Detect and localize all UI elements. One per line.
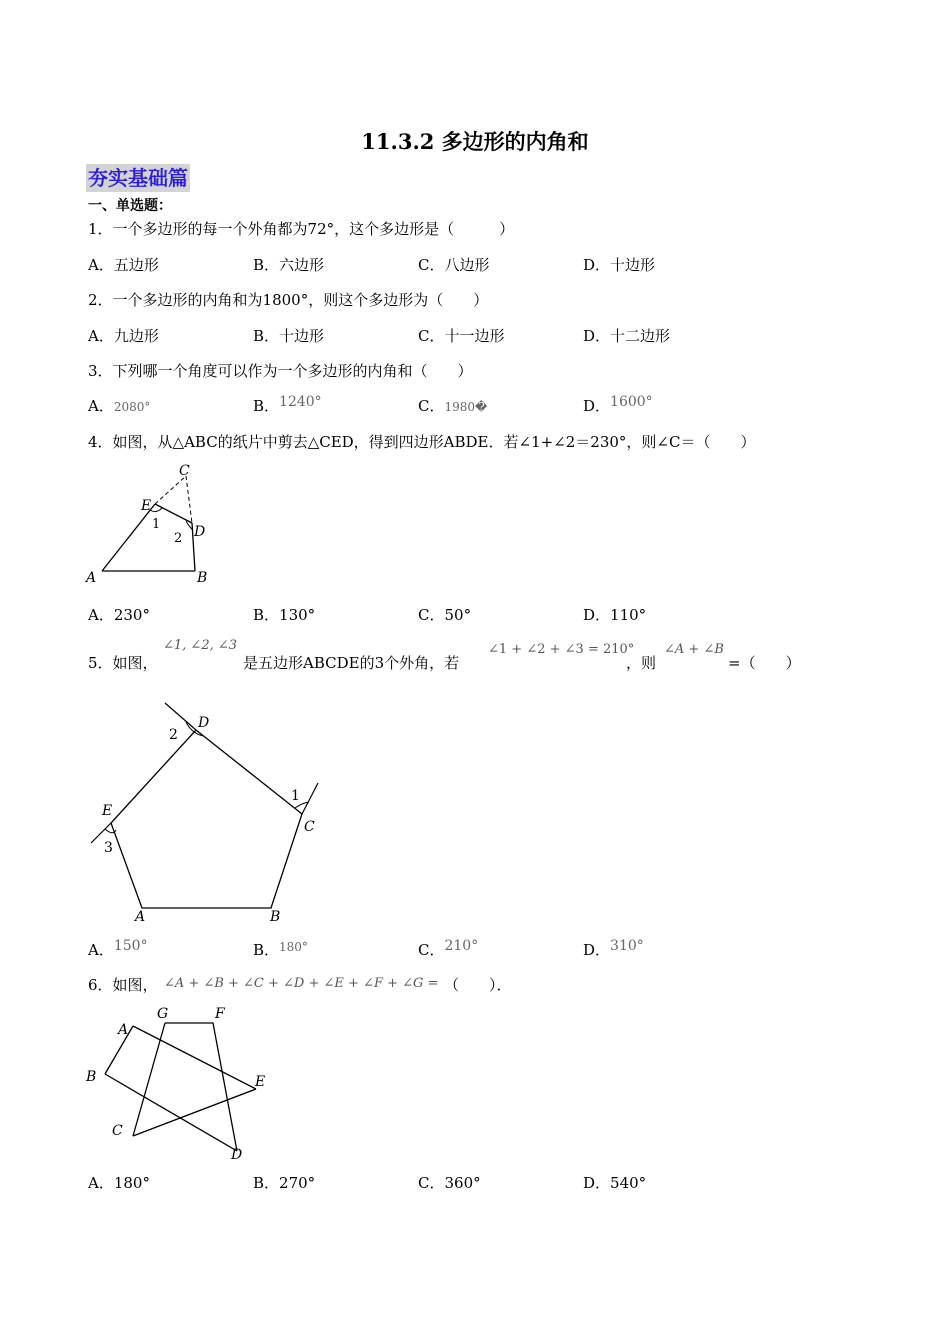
q5-math-sum: ∠1 + ∠2 + ∠3 = 210° [488,642,635,657]
q3-option-b [253,396,322,417]
q3-option-b-letter: B． [253,397,280,415]
fig5-label-c: C [304,819,315,835]
fig5-label-a: A [135,909,146,925]
q2-option-d: D．十二边形 [583,327,671,345]
fig6-label-b: B [86,1069,97,1085]
fig6-label-c: C [112,1123,123,1139]
q5-option-c-value: 210° [444,938,479,954]
question-6-stem-prefix: 6．如图， [88,976,158,994]
q5-option-d [583,940,644,961]
q5-math-ab: ∠A + ∠B [664,642,724,657]
figure-triangle-cut [80,458,230,588]
question-4-stem: 4．如图，从△ABC的纸片中剪去△CED，得到四边形ABDE．若∠1+∠2＝230°，则∠C＝（ ） [88,433,756,451]
question-5-stem-prefix: 5．如图， [88,654,158,672]
fig6-label-d: D [231,1147,243,1163]
q5-option-c-letter: C． [418,941,445,959]
section-heading: 夯实基础篇 [88,166,188,190]
q5-option-d-value: 310° [610,938,644,954]
fig6-label-e: E [255,1074,266,1090]
fig5-label-1: 1 [291,788,300,804]
question-3-stem: 3．下列哪一个角度可以作为一个多边形的内角和（ ） [88,362,473,380]
q5-math-angles: ∠1, ∠2, ∠3 [163,638,238,653]
q5-option-a [88,940,148,961]
page-title: 11.3.2 多边形的内角和 [361,129,589,154]
figure-star-heptagon [80,1002,290,1164]
question-5-stem-then: ，则 [626,654,657,672]
q1-option-b: B．六边形 [253,256,325,274]
q3-option-c [418,396,487,417]
q5-option-c [418,940,478,961]
q5-option-a-letter: A． [88,941,114,959]
fig6-label-a: A [118,1022,129,1038]
q6-option-b: B．270° [253,1174,316,1192]
q6-option-c: C．360° [418,1174,481,1192]
sub-heading: 一、单选题： [88,198,172,214]
q3-option-c-letter: C． [418,397,445,415]
q6-option-d: D．540° [583,1174,647,1192]
q5-option-b [253,940,308,961]
q2-option-b: B．十边形 [253,327,325,345]
figure-pentagon [80,700,340,930]
q5-option-b-letter: B． [253,941,280,959]
q5-option-a-value: 150° [113,938,148,954]
q4-option-a: A．230° [88,606,150,624]
q3-option-d-letter: D． [583,397,611,415]
q6-option-a: A．180° [88,1174,150,1192]
q4-option-d: D．110° [583,606,647,624]
fig4-label-a: A [86,570,97,586]
q1-option-c: C．八边形 [418,256,490,274]
fig4-label-1: 1 [152,517,161,532]
question-5-stem-mid: 是五边形ABCDE的3个外角，若 [243,654,460,672]
q5-option-d-letter: D． [583,941,611,959]
fig5-label-2: 2 [169,727,178,743]
fig5-label-3: 3 [104,840,113,856]
q5-option-b-value: 180° [279,940,308,954]
q4-option-b: B．130° [253,606,316,624]
fig4-label-b: B [197,570,208,586]
q3-option-d [583,396,653,417]
question-2-stem: 2．一个多边形的内角和为1800°，则这个多边形为（ ） [88,291,489,309]
q3-option-a [88,396,150,417]
q1-option-d: D．十边形 [583,256,656,274]
q2-option-c: C．十一边形 [418,327,505,345]
fig4-label-d: D [194,524,206,540]
q3-option-a-value: 2080° [113,400,151,414]
fig5-label-d: D [198,715,210,731]
fig4-label-c: C [179,463,190,479]
q3-option-d-value: 1600° [610,394,653,410]
fig5-label-e: E [102,803,113,819]
fig6-label-g: G [157,1006,169,1022]
fig6-label-f: F [215,1006,225,1022]
q4-option-c: C．50° [418,606,472,624]
fig4-label-2: 2 [174,531,183,546]
q3-option-a-letter: A． [88,397,114,415]
q3-option-c-value: 1980� [444,400,488,414]
fig5-label-b: B [270,909,281,925]
fig4-label-e: E [141,498,152,514]
q2-option-a: A．九边形 [88,327,159,345]
question-5-stem-end: =（ ） [728,654,801,672]
question-1-stem: 1．一个多边形的每一个外角都为72°，这个多边形是（ ） [88,220,515,238]
question-6-stem-end: （ ）． [444,976,512,994]
q3-option-b-value: 1240° [279,394,322,410]
q1-option-a: A．五边形 [88,256,159,274]
q6-math-sum: ∠A + ∠B + ∠C + ∠D + ∠E + ∠F + ∠G = [164,976,439,991]
